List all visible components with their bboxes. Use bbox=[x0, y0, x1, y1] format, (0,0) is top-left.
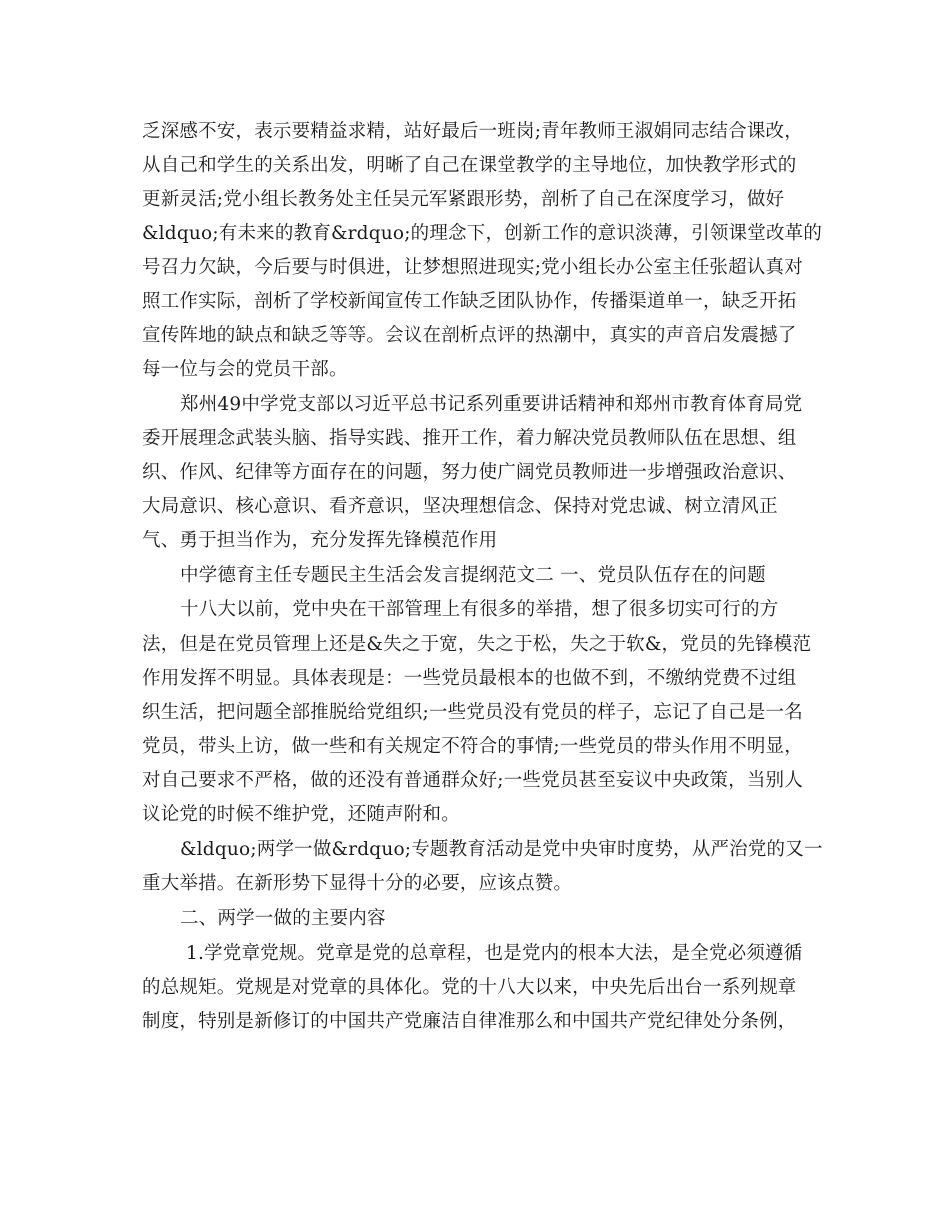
text-line: 气、勇于担当作为，充分发挥先锋模范作用 bbox=[142, 530, 498, 551]
text-line: 从自己和学生的关系出发，明晰了自己在课堂教学的主导地位，加快教学形式的 bbox=[142, 155, 797, 176]
text-line: 的总规矩。党规是对党章的具体化。党的十八大以来，中央先后出台一系列规章 bbox=[142, 977, 797, 998]
text-line: 大局意识、核心意识、看齐意识，坚决理想信念、保持对党忠诚、树立清风正 bbox=[142, 496, 778, 517]
text-line: 重大举措。在新形势下显得十分的必要，应该点赞。 bbox=[142, 873, 573, 894]
paragraph-start-line: &ldquo;两学一做&rdquo;专题教育活动是党中央审时度势，从严治党的又一 bbox=[180, 839, 823, 860]
paragraph-start-line: 郑州49中学党支部以习近平总书记系列重要讲话精神和郑州市教育体育局党 bbox=[180, 394, 803, 415]
text-line: 议论党的时候不维护党，还随声附和。 bbox=[142, 804, 460, 825]
text-line: 照工作实际，剖析了学校新闻宣传工作缺乏团队协作，传播渠道单一，缺乏开拓 bbox=[142, 291, 797, 312]
text-line: 号召力欠缺，今后要与时俱进，让梦想照进现实;党小组长办公室主任张超认真对 bbox=[142, 257, 803, 278]
text-line: &ldquo;有未来的教育&rdquo;的理念下，创新工作的意识淡薄，引领课堂改革的 bbox=[142, 223, 823, 244]
paragraph-start-line: 十八大以前，党中央在干部管理上有很多的举措，想了很多切实可行的方 bbox=[180, 599, 779, 620]
text-line: 每一位与会的党员干部。 bbox=[142, 359, 348, 380]
text-line: 对自己要求不严格，做的还没有普通群众好;一些党员甚至妄议中央政策，当别人 bbox=[142, 770, 803, 791]
text-line: 宣传阵地的缺点和缺乏等等。会议在剖析点评的热潮中，真实的声音启发震撼了 bbox=[142, 325, 797, 346]
text-line: 织生活，把问题全部推脱给党组织;一些党员没有党员的样子，忘记了自己是一名 bbox=[142, 702, 803, 723]
text-line: 委开展理念武装头脑、指导实践、推开工作，着力解决党员教师队伍在思想、组 bbox=[142, 428, 797, 449]
text-line: 织、作风、纪律等方面存在的问题，努力使广阔党员教师进一步增强政治意识、 bbox=[142, 462, 797, 483]
text-line: 作用发挥不明显。具体表现是：一些党员最根本的也做不到，不缴纳党费不过组 bbox=[142, 668, 797, 689]
text-line: 乏深感不安，表示要精益求精，站好最后一班岗;青年教师王淑娟同志结合课改， bbox=[142, 121, 803, 142]
section-heading-line: 中学德育主任专题民主生活会发言提纲范文二 一、党员队伍存在的问题 bbox=[180, 565, 766, 586]
text-line: 党员，带头上访，做一些和有关规定不符合的事情;一些党员的带头作用不明显， bbox=[142, 736, 803, 757]
section-heading-line: 二、两学一做的主要内容 bbox=[180, 908, 386, 929]
text-line: 制度，特别是新修订的中国共产党廉洁自律准那么和中国共产党纪律处分条例， bbox=[142, 1011, 797, 1032]
paragraph-start-line: 1.学党章党规。党章是党的总章程，也是党内的根本大法，是全党必须遵循 bbox=[186, 943, 803, 964]
text-line: 更新灵活;党小组长教务处主任吴元军紧跟形势，剖析了自己在深度学习，做好 bbox=[142, 189, 785, 210]
text-line: 法，但是在党员管理上还是&失之于宽，失之于松，失之于软&，党员的先锋模范 bbox=[142, 634, 812, 655]
